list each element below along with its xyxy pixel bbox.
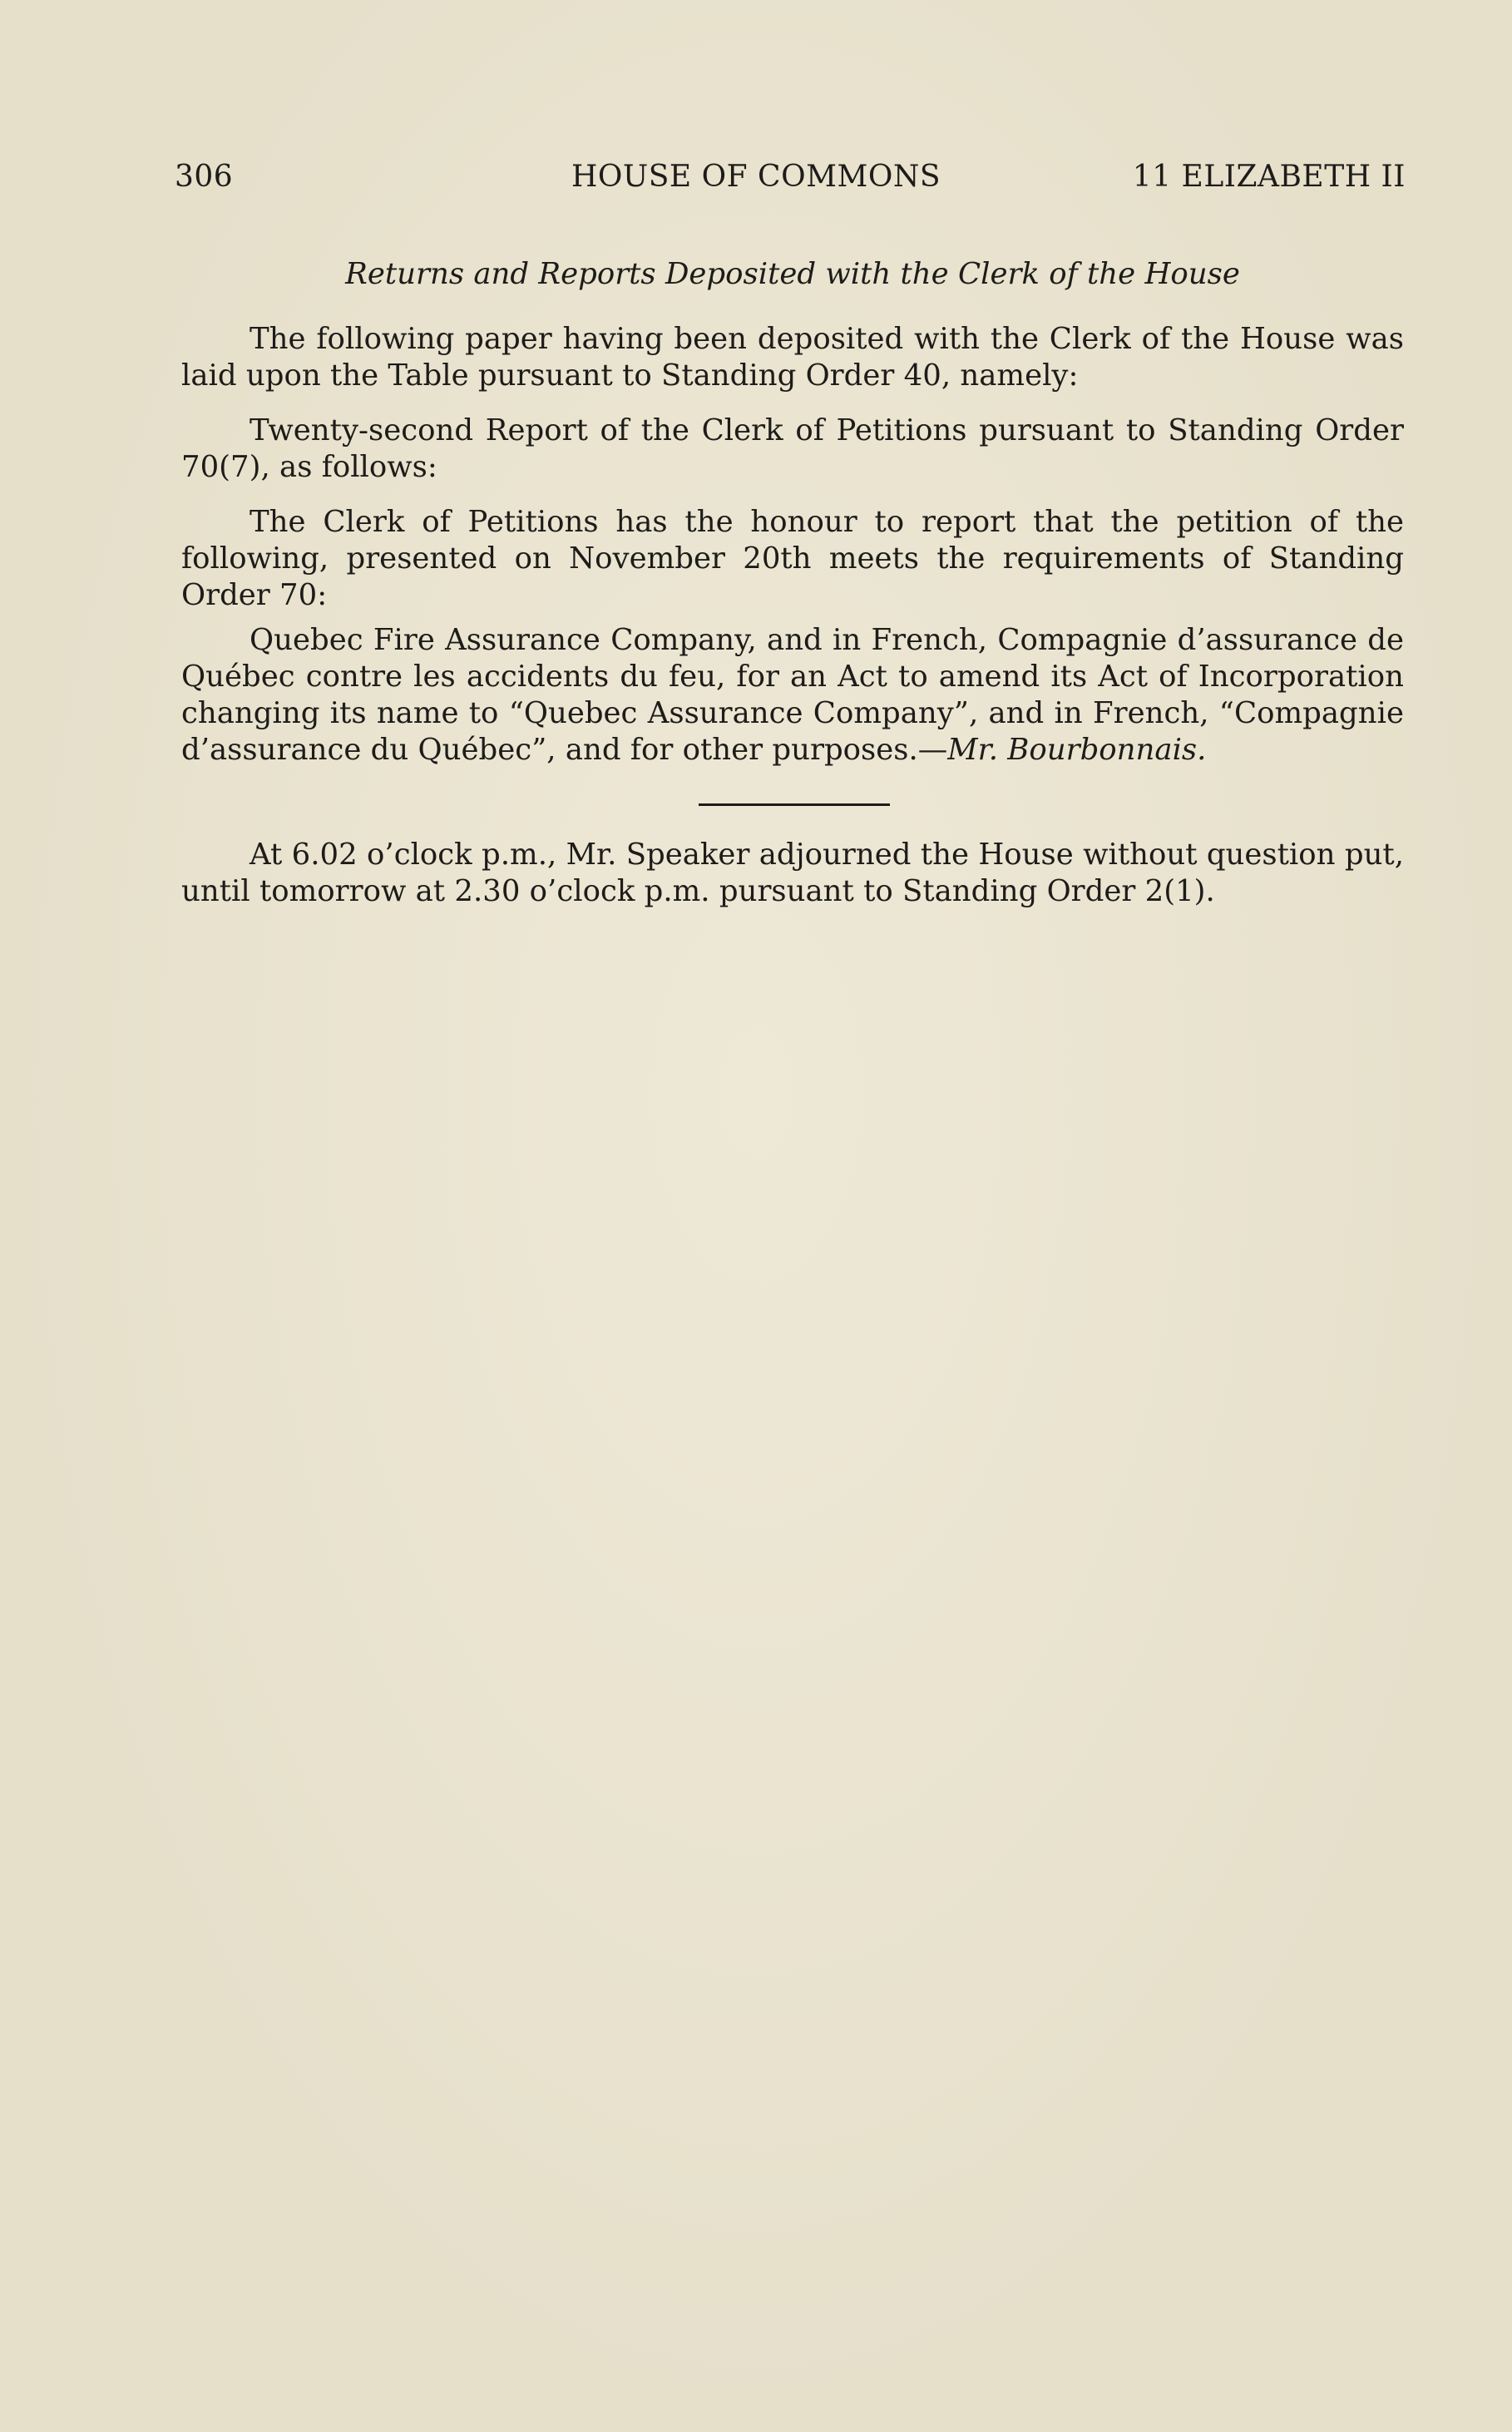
running-title: HOUSE OF COMMONS	[571, 160, 941, 194]
paragraph-petitions-report: The Clerk of Petitions has the honour to report that the petition of the following, presented on November 20th meets the requirements of Standing Order 70:	[181, 505, 1404, 612]
regnal-year: 11 ELIZABETH II	[1132, 160, 1406, 194]
paragraph-deposit-notice: The following paper having been deposited with the Clerk of the House was laid upon the Table pursuant to Standing Order 40, namely:	[181, 322, 1404, 393]
section-divider-rule	[699, 803, 890, 806]
page-number: 306	[175, 160, 234, 194]
paragraph-petition-details	[181, 622, 1404, 769]
petition-mover: Mr. Bourbonnais.	[947, 733, 1207, 767]
paragraph-report-title: Twenty-second Report of the Clerk of Petitions pursuant to Standing Order 70(7), as follows:	[181, 413, 1404, 484]
section-heading: Returns and Reports Deposited with the Clerk of the House	[345, 257, 1240, 291]
paragraph-adjournment: At 6.02 o’clock p.m., Mr. Speaker adjourned the House without question put, until tomorrow at 2.30 o’clock p.m. pursuant to Standing Order 2(1).	[181, 838, 1404, 908]
petition-text: Quebec Fire Assurance Company, and in French, Compagnie d’assurance de Québec contre les accidents du feu, for an Act to amend its Act of Incorporation changing its name to “Quebec Assurance Company”, and in French, “Compagnie d’assurance du Québec”, and for other purposes.—	[181, 623, 1404, 767]
